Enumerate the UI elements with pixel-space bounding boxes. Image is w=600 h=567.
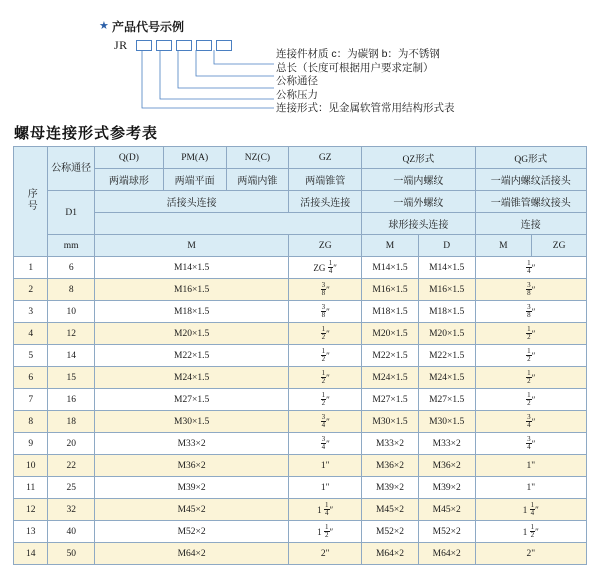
header-shape-gz: 两端锥管: [289, 169, 362, 191]
cell-gz: 2": [289, 543, 362, 565]
cell-q: M20×1.5: [94, 323, 288, 345]
header-unit-qz-m: M: [362, 235, 419, 257]
cell-seq: 2: [14, 279, 48, 301]
header-shape-q: 两端球形: [94, 169, 163, 191]
cell-qz-m: M64×2: [362, 543, 419, 565]
cell-qg: 1": [475, 455, 586, 477]
cell-q: M39×2: [94, 477, 288, 499]
legend-item-list: [276, 48, 455, 116]
header-unit-m: M: [94, 235, 288, 257]
cell-q: M24×1.5: [94, 367, 288, 389]
table-row: [14, 543, 587, 565]
cell-seq: 8: [14, 411, 48, 433]
cell-seq: 13: [14, 521, 48, 543]
cell-qz-m: M30×1.5: [362, 411, 419, 433]
table-header-row: [14, 169, 587, 191]
cell-seq: 10: [14, 455, 48, 477]
cell-seq: 1: [14, 257, 48, 279]
cell-gz: ZG $\frac{1}{4}$ ″: [289, 257, 362, 279]
cell-qz-d: M64×2: [418, 543, 475, 565]
cell-gz: 1 $\frac{1}{2}$ ″: [289, 521, 362, 543]
table-header-row: [14, 235, 587, 257]
legend-item-nominal-pressure: 公称压力: [276, 88, 318, 101]
cell-dn: 50: [48, 543, 95, 565]
table-row: [14, 455, 587, 477]
cell-seq: 9: [14, 433, 48, 455]
cell-seq: 5: [14, 345, 48, 367]
header-group-qg: QG形式: [475, 147, 586, 169]
cell-seq: 14: [14, 543, 48, 565]
table-header-row: [14, 147, 587, 169]
spec-table: [13, 146, 587, 565]
cell-seq: 11: [14, 477, 48, 499]
cell-seq: 4: [14, 323, 48, 345]
cell-gz: $\frac{3}{4}$ ″: [289, 411, 362, 433]
cell-gz: $\frac{1}{2}$ ″: [289, 367, 362, 389]
cell-seq: 6: [14, 367, 48, 389]
cell-qz-m: M16×1.5: [362, 279, 419, 301]
table-header-row: [14, 213, 587, 235]
cell-dn: 15: [48, 367, 95, 389]
cell-dn: 14: [48, 345, 95, 367]
spec-table-body: [14, 147, 587, 565]
header-shape-qg-1: 一端内螺纹活接头: [475, 169, 586, 191]
header-shape-qz-1: 一端内螺纹: [362, 169, 475, 191]
page-title: 螺母连接形式参考表: [14, 125, 159, 142]
table-header-row: [14, 191, 587, 213]
legend-item-nominal-diameter: 公称通径: [276, 75, 318, 88]
cell-gz: 1": [289, 455, 362, 477]
product-code-legend: [0, 0, 600, 118]
cell-q: M33×2: [94, 433, 288, 455]
header-shape-qz-2: 一端外螺纹: [362, 191, 475, 213]
cell-qz-d: M52×2: [418, 521, 475, 543]
cell-qg: $\frac{1}{2}$ ″: [475, 367, 586, 389]
cell-qz-d: M36×2: [418, 455, 475, 477]
header-shape-qg-2: 一端锥管螺纹接头: [475, 191, 586, 213]
table-row: [14, 477, 587, 499]
cell-qz-m: M33×2: [362, 433, 419, 455]
table-row: [14, 323, 587, 345]
cell-qg: $\frac{3}{8}$ ″: [475, 279, 586, 301]
header-d1: D1: [48, 191, 95, 235]
cell-qz-m: M52×2: [362, 521, 419, 543]
table-row: [14, 345, 587, 367]
cell-q: M18×1.5: [94, 301, 288, 323]
header-conn-qg: 连接: [475, 213, 586, 235]
cell-qz-d: M39×2: [418, 477, 475, 499]
cell-dn: 32: [48, 499, 95, 521]
cell-gz: $\frac{1}{2}$ ″: [289, 389, 362, 411]
cell-dn: 6: [48, 257, 95, 279]
cell-gz: $\frac{3}{8}$ ″: [289, 301, 362, 323]
cell-dn: 8: [48, 279, 95, 301]
header-unit-qg-zg: ZG: [532, 235, 587, 257]
product-code-prefix: JR: [114, 38, 128, 52]
table-row: [14, 411, 587, 433]
header-shape-nz: 两端内锥: [226, 169, 289, 191]
cell-q: M30×1.5: [94, 411, 288, 433]
cell-q: M14×1.5: [94, 257, 288, 279]
cell-qg: $\frac{1}{2}$ ″: [475, 323, 586, 345]
cell-qg: $\frac{1}{4}$ ″: [475, 257, 586, 279]
table-row: [14, 433, 587, 455]
legend-title: 产品代号示例: [112, 20, 185, 34]
cell-gz: $\frac{3}{8}$ ″: [289, 279, 362, 301]
header-unit-qg-m: M: [475, 235, 532, 257]
cell-q: M64×2: [94, 543, 288, 565]
header-unit-zg: ZG: [289, 235, 362, 257]
table-row: [14, 389, 587, 411]
cell-qg: 1 $\frac{1}{4}$ ″: [475, 499, 586, 521]
table-row: [14, 521, 587, 543]
header-group-q: Q(D): [94, 147, 163, 169]
cell-gz: 1": [289, 477, 362, 499]
cell-gz: 1 $\frac{1}{4}$ ″: [289, 499, 362, 521]
cell-qg: $\frac{1}{2}$ ″: [475, 389, 586, 411]
cell-qz-d: M45×2: [418, 499, 475, 521]
legend-item-length: 总长（长度可根据用户要求定制）: [276, 61, 434, 74]
cell-q: M27×1.5: [94, 389, 288, 411]
cell-dn: 22: [48, 455, 95, 477]
header-seq: [14, 147, 48, 257]
cell-seq: 7: [14, 389, 48, 411]
cell-q: M52×2: [94, 521, 288, 543]
cell-qz-d: M22×1.5: [418, 345, 475, 367]
header-group-gz: GZ: [289, 147, 362, 169]
cell-qz-d: M30×1.5: [418, 411, 475, 433]
cell-qg: $\frac{3}{4}$ ″: [475, 411, 586, 433]
spec-table-wrapper: [13, 146, 587, 565]
legend-item-connection-type: 连接形式：见金属软管常用结构形式表: [276, 102, 455, 115]
cell-qz-m: M22×1.5: [362, 345, 419, 367]
header-group-pm: PM(A): [163, 147, 226, 169]
cell-qz-d: M18×1.5: [418, 301, 475, 323]
cell-qz-d: M16×1.5: [418, 279, 475, 301]
cell-dn: 10: [48, 301, 95, 323]
cell-qg: 1 $\frac{1}{2}$ ″: [475, 521, 586, 543]
cell-qg: $\frac{1}{2}$ ″: [475, 345, 586, 367]
cell-qz-d: M27×1.5: [418, 389, 475, 411]
header-conn-q: 活接头连接: [94, 191, 288, 213]
cell-dn: 40: [48, 521, 95, 543]
cell-seq: 12: [14, 499, 48, 521]
cell-qz-m: M45×2: [362, 499, 419, 521]
header-shape-pm: 两端平面: [163, 169, 226, 191]
cell-qz-m: M14×1.5: [362, 257, 419, 279]
table-row: [14, 367, 587, 389]
header-seq-label-1: 序号: [25, 188, 37, 212]
table-row: [14, 499, 587, 521]
cell-qz-d: M20×1.5: [418, 323, 475, 345]
cell-qz-m: M36×2: [362, 455, 419, 477]
table-row: [14, 279, 587, 301]
cell-dn: 12: [48, 323, 95, 345]
cell-qz-d: M24×1.5: [418, 367, 475, 389]
table-row: [14, 301, 587, 323]
legend-item-material: 连接件材质 c：为碳钢 b：为不锈钢: [276, 48, 440, 60]
cell-qg: $\frac{3}{4}$ ″: [475, 433, 586, 455]
cell-qz-m: M39×2: [362, 477, 419, 499]
cell-q: M22×1.5: [94, 345, 288, 367]
cell-dn: 16: [48, 389, 95, 411]
cell-dn: 18: [48, 411, 95, 433]
header-unit-qz-d: D: [418, 235, 475, 257]
cell-q: M36×2: [94, 455, 288, 477]
cell-qz-m: M20×1.5: [362, 323, 419, 345]
cell-qz-m: M24×1.5: [362, 367, 419, 389]
header-mm: mm: [48, 235, 95, 257]
cell-gz: $\frac{1}{2}$ ″: [289, 323, 362, 345]
cell-qz-d: M33×2: [418, 433, 475, 455]
cell-qg: 1": [475, 477, 586, 499]
cell-dn: 25: [48, 477, 95, 499]
header-group-qz: QZ形式: [362, 147, 475, 169]
cell-qg: $\frac{3}{8}$ ″: [475, 301, 586, 323]
cell-q: M45×2: [94, 499, 288, 521]
cell-qz-m: M18×1.5: [362, 301, 419, 323]
cell-gz: $\frac{3}{4}$ ″: [289, 433, 362, 455]
star-icon: ★: [99, 20, 109, 32]
header-conn-gz: 活接头连接: [289, 191, 362, 213]
cell-seq: 3: [14, 301, 48, 323]
cell-q: M16×1.5: [94, 279, 288, 301]
cell-qg: 2": [475, 543, 586, 565]
cell-qz-m: M27×1.5: [362, 389, 419, 411]
header-blank-left: [94, 213, 361, 235]
header-conn-qz: 球形接头连接: [362, 213, 475, 235]
cell-qz-d: M14×1.5: [418, 257, 475, 279]
cell-dn: 20: [48, 433, 95, 455]
cell-gz: $\frac{1}{2}$ ″: [289, 345, 362, 367]
header-group-nz: NZ(C): [226, 147, 289, 169]
table-row: [14, 257, 587, 279]
header-dn: 公称通径: [48, 147, 95, 191]
